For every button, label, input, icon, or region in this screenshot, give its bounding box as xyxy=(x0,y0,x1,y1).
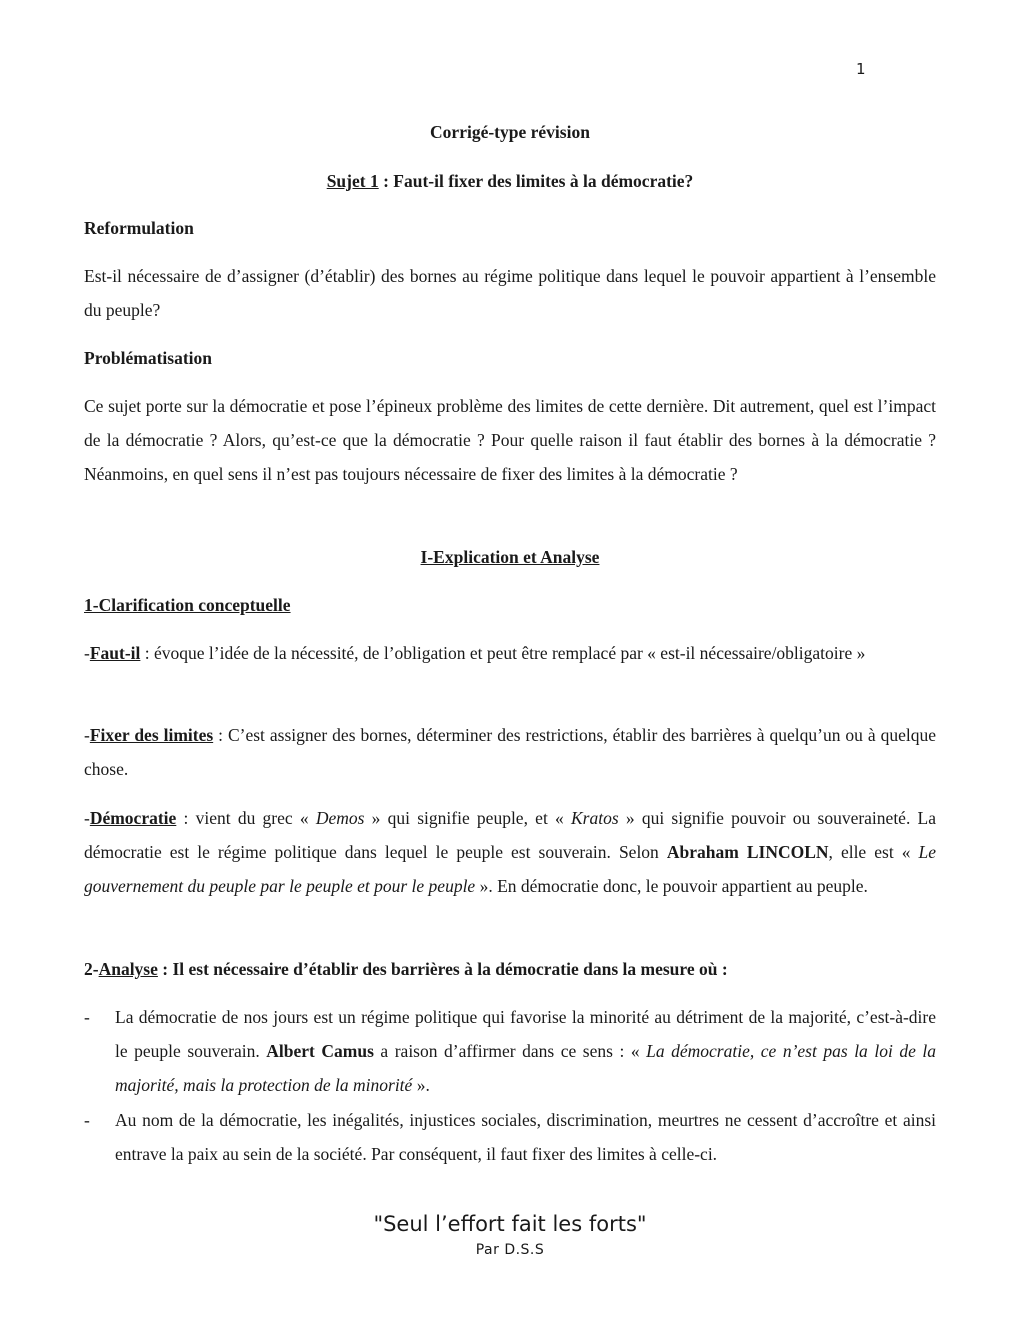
term-democratie: Démocratie xyxy=(89,808,177,828)
definition-democratie xyxy=(84,801,936,903)
quote-lincoln: Le gouvernement du peuple par le peuple et pour le peuple xyxy=(84,842,936,896)
footer-author: Par D.S.S xyxy=(475,1242,545,1258)
term-fixer-limites: Fixer des limites xyxy=(89,725,214,745)
subject-text: Faut-il fixer des limites à la démocratie? xyxy=(393,171,694,191)
definition-text-3: » qui signifie pouvoir ou souveraineté. La démocratie est le régime politique dans lequel le peuple est souverain. Selon xyxy=(84,808,936,862)
subject-separator: : xyxy=(378,171,394,191)
subject-line xyxy=(84,169,936,193)
analyse-bullet-1 xyxy=(84,1000,936,1102)
analyse-label: Analyse xyxy=(98,959,158,979)
definition-text-2: » qui signifie peuple, et « xyxy=(364,808,571,828)
analyse-heading xyxy=(84,957,936,981)
bullet-dash: - xyxy=(84,1110,90,1130)
definition-text: : évoque l’idée de la nécessité, de l’obligation et peut être remplacé par « est-il nécessaire/obligatoire » xyxy=(140,643,866,663)
bullet-text-2: a raison d’affirmer dans ce sens : « xyxy=(373,1041,647,1061)
bullet-text xyxy=(115,1000,936,1102)
word-kratos: Kratos xyxy=(571,808,619,828)
reformulation-text: Est-il nécessaire de d’assigner (d’établir) des bornes au régime politique dans lequel le pouvoir appartient à l’ensemble du peuple? xyxy=(84,266,936,320)
author-lincoln: Abraham LINCOLN xyxy=(666,842,829,862)
analyse-prefix: 2- xyxy=(84,959,99,979)
definition-text-5: ». En démocratie donc, le pouvoir appartient au peuple. xyxy=(475,876,868,896)
bullet-text: Au nom de la démocratie, les inégalités, injustices sociales, discrimination, meurtres ne cessent d’accroître et ainsi entrave la paix au sein de la société. Par conséquent, il faut fixer des limites à celle-ci. xyxy=(115,1110,936,1164)
page-number: 1 xyxy=(856,60,866,78)
clarification-heading: 1-Clarification conceptuelle xyxy=(84,595,291,615)
definition-text-4: , elle est « xyxy=(828,842,919,862)
definition-faut-il xyxy=(84,636,936,670)
definition-dash: - xyxy=(84,643,90,663)
definition-dash: - xyxy=(84,808,90,828)
definition-text: : C’est assigner des bornes, déterminer des restrictions, établir des barrières à quelqu’un ou à quelque chose. xyxy=(84,725,936,779)
analyse-heading-text: : Il est nécessaire d’établir des barrières à la démocratie dans la mesure où : xyxy=(157,959,728,979)
problematisation-heading: Problématisation xyxy=(84,348,213,368)
definition-fixer-limites xyxy=(84,718,936,786)
word-demos: Demos xyxy=(315,808,365,828)
bullet-text-3: ». xyxy=(412,1075,430,1095)
bullet-dash: - xyxy=(84,1007,90,1027)
problematisation-text: Ce sujet porte sur la démocratie et pose l’épineux problème des limites de cette dernière. Dit autrement, quel est l’impact de la démocratie ? Alors, qu’est-ce que la démocratie ? Pour quelle raison il faut établir des bornes à la démocratie ? Néanmoins, en quel sens il n’est pas toujours nécessaire de fixer des limites à la démocratie ? xyxy=(84,396,936,484)
reformulation-heading: Reformulation xyxy=(84,218,194,238)
author-camus: Albert Camus xyxy=(266,1041,374,1061)
definition-dash: - xyxy=(84,725,90,745)
part1-heading: I-Explication et Analyse xyxy=(420,547,600,567)
quote-camus: La démocratie, ce n’est pas la loi de la majorité, mais la protection de la minorité xyxy=(115,1041,936,1095)
term-faut-il: Faut-il xyxy=(89,643,141,663)
subject-label: Sujet 1 xyxy=(326,171,379,191)
analyse-bullet-2 xyxy=(84,1103,936,1171)
definition-text-1: : vient du grec « xyxy=(176,808,316,828)
footer-quote: "Seul l’effort fait les forts" xyxy=(373,1212,647,1236)
document-title: Corrigé-type révision xyxy=(430,122,590,142)
bullet-text-1: La démocratie de nos jours est un régime politique qui favorise la minorité au détriment de la majorité, c’est-à-dire le peuple souverain. xyxy=(115,1007,936,1061)
